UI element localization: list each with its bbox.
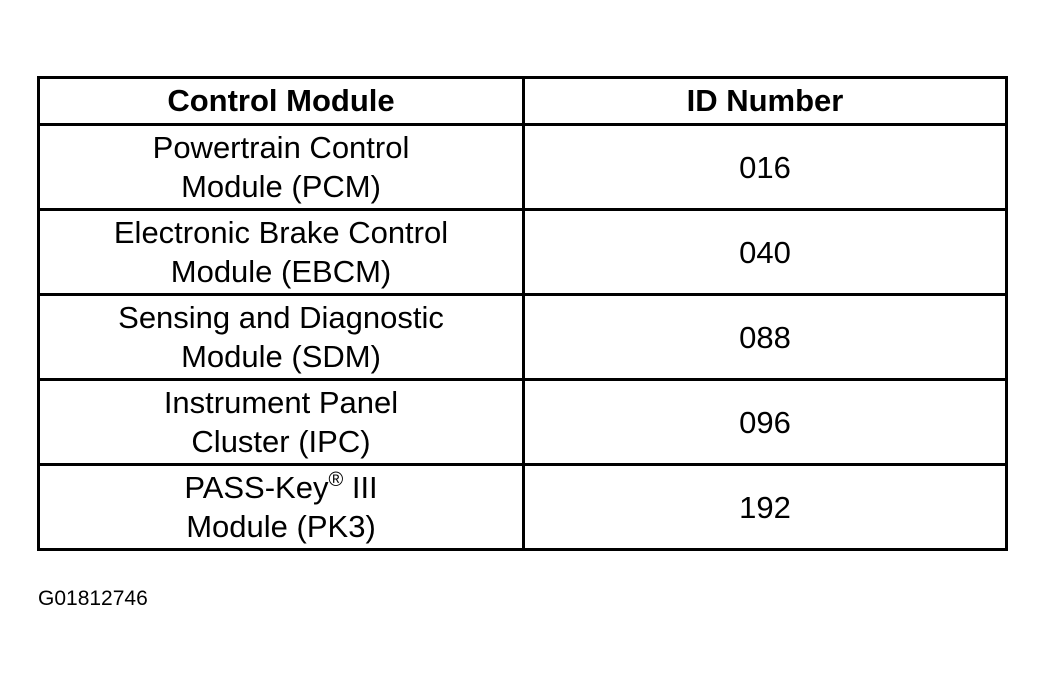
registered-mark: ® bbox=[328, 469, 344, 491]
module-name-line1: Instrument Panel bbox=[163, 385, 399, 420]
module-cell bbox=[39, 380, 524, 465]
table-row bbox=[39, 125, 1007, 210]
module-name-line1: Sensing and Diagnostic bbox=[118, 300, 444, 335]
module-name-line1: Powertrain Control bbox=[152, 130, 410, 165]
module-name-line2: Module (PK3) bbox=[186, 509, 376, 544]
module-name-line2: Module (SDM) bbox=[181, 339, 381, 374]
figure-id-label: G01812746 bbox=[38, 587, 148, 610]
control-module-id-table bbox=[37, 76, 1008, 551]
module-cell bbox=[39, 125, 524, 210]
id-number-cell: 040 bbox=[524, 210, 1007, 295]
header-control-module: Control Module bbox=[39, 78, 524, 125]
module-cell bbox=[39, 210, 524, 295]
module-name-suffix: III bbox=[343, 470, 378, 505]
id-number-cell: 016 bbox=[524, 125, 1007, 210]
module-name-line1: Electronic Brake Control bbox=[113, 215, 449, 250]
module-name-line2: Module (EBCM) bbox=[170, 254, 392, 289]
header-id-number: ID Number bbox=[524, 78, 1007, 125]
id-number-cell: 192 bbox=[524, 465, 1007, 550]
id-number-cell: 096 bbox=[524, 380, 1007, 465]
table-row bbox=[39, 295, 1007, 380]
module-cell bbox=[39, 465, 524, 550]
module-name-main: PASS-Key bbox=[184, 470, 329, 505]
module-name-line1 bbox=[40, 468, 522, 507]
id-number-cell: 088 bbox=[524, 295, 1007, 380]
module-name-line2: Module (PCM) bbox=[181, 169, 381, 204]
table-row bbox=[39, 465, 1007, 550]
table-header-row bbox=[39, 78, 1007, 125]
table-row bbox=[39, 380, 1007, 465]
module-cell bbox=[39, 295, 524, 380]
module-name-line2: Cluster (IPC) bbox=[191, 424, 371, 459]
table-row bbox=[39, 210, 1007, 295]
